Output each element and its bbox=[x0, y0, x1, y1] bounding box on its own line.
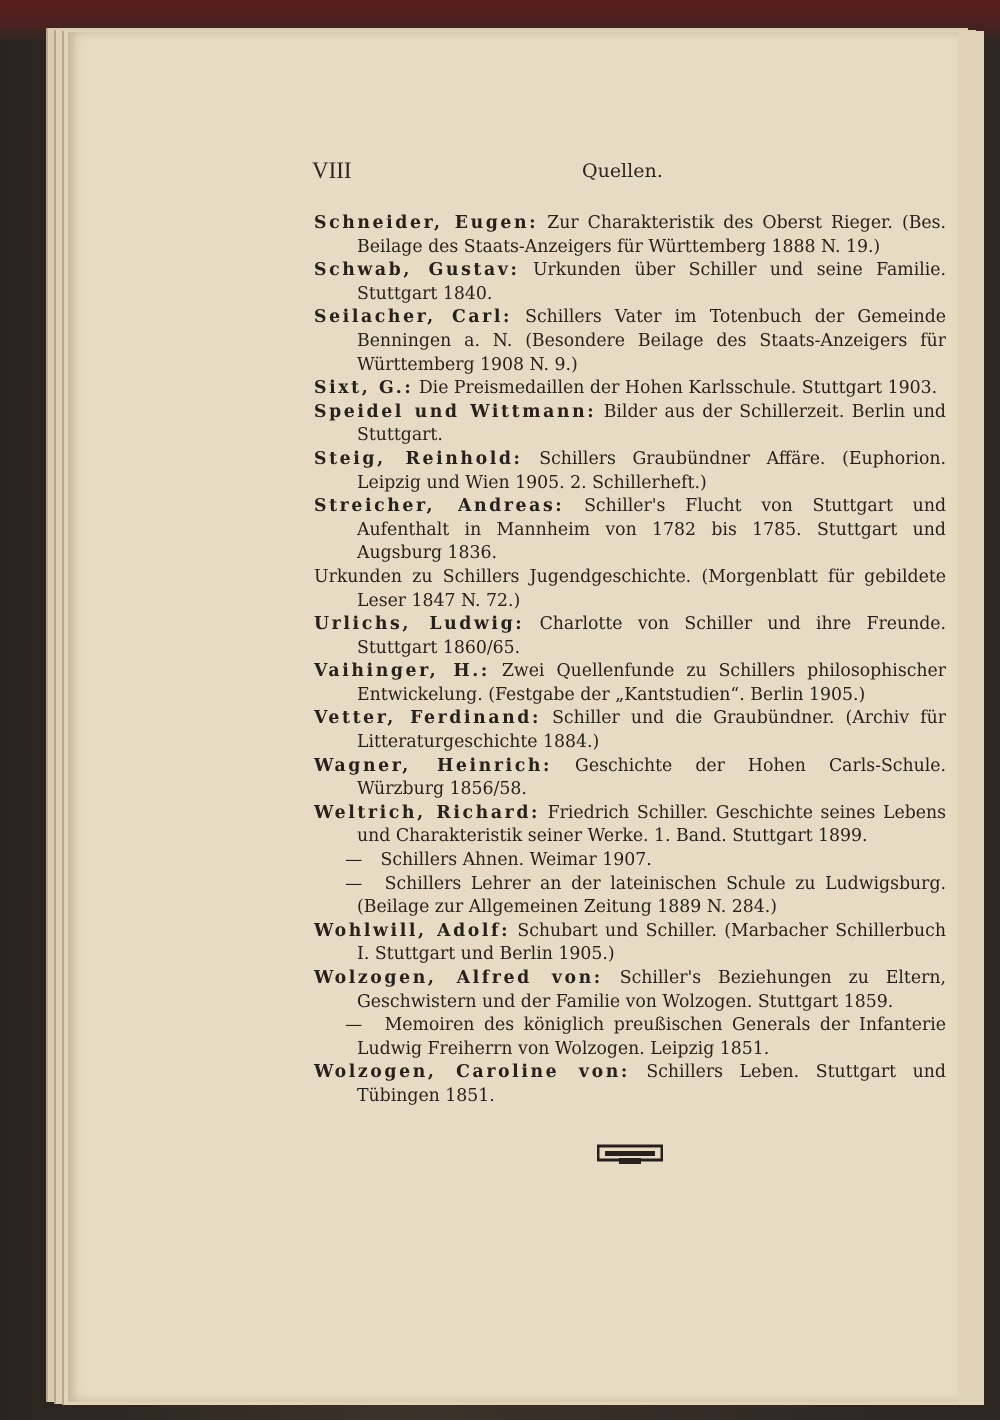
entry-text: Schillers Lehrer an der lateinischen Schule zu Ludwigsburg. (Beilage zur Allgemeinen Zeitung 1889 N. 284.) bbox=[357, 873, 946, 918]
bibliography-entry bbox=[314, 707, 946, 754]
entry-author: Steig, Reinhold: bbox=[314, 448, 523, 469]
entry-text: Charlotte von Schiller und ihre Freunde. Stuttgart 1860/65. bbox=[357, 614, 946, 658]
bibliography-entry bbox=[314, 566, 946, 613]
entry-text: Friedrich Schiller. Geschichte seines Lebens und Charakteristik seiner Werke. 1. Band. Stuttgart 1899. bbox=[357, 802, 946, 847]
entry-author: Urlichs, Ludwig: bbox=[314, 614, 525, 635]
entry-text: Schillers Ahnen. Weimar 1907. bbox=[380, 850, 652, 871]
bibliography-entry bbox=[314, 401, 946, 448]
entry-author: Vaihinger, H.: bbox=[314, 661, 490, 682]
entry-text: Urkunden über Schiller und seine Familie. Stuttgart 1840. bbox=[357, 260, 946, 304]
bibliography-entry bbox=[314, 660, 946, 707]
ditto-dash: — bbox=[345, 873, 363, 894]
entry-text: Schillers Leben. Stuttgart und Tübingen 1851. bbox=[357, 1062, 946, 1106]
entry-text: Schiller's Flucht von Stuttgart und Aufenthalt in Mannheim von 1782 bis 1785. Stuttgart und Augsburg 1836. bbox=[357, 496, 947, 564]
bibliography-entry bbox=[314, 755, 946, 802]
entry-text: Schillers Vater im Totenbuch der Gemeinde Benningen a. N. (Besondere Beilage des Staats-Anzeigers für Württemberg 1908 N. 9.) bbox=[357, 307, 946, 375]
ditto-dash: — bbox=[345, 850, 363, 871]
entry-author: Schneider, Eugen: bbox=[314, 213, 539, 233]
entry-text: Zwei Quellenfunde zu Schillers philosophischer Entwickelung. (Festgabe der „Kantstudien“. Berlin 1905.) bbox=[357, 661, 946, 705]
bibliography-list bbox=[314, 212, 946, 1109]
entry-text: Memoiren des königlich preußischen Generals der Infanterie Ludwig Freiherrn von Wolzogen. Leipzig 1851. bbox=[357, 1015, 946, 1059]
bibliography-entry bbox=[314, 1014, 946, 1061]
entry-author: Vetter, Ferdinand: bbox=[314, 708, 541, 729]
entry-text: Die Preismedaillen der Hohen Karlsschule. Stuttgart 1903. bbox=[418, 378, 938, 399]
ditto-dash: — bbox=[345, 1015, 363, 1036]
bibliography-entry bbox=[314, 802, 946, 849]
entry-text: Schillers Graubündner Affäre. (Euphorion. Leipzig und Wien 1905. 2. Schillerheft.) bbox=[357, 448, 947, 493]
entry-author: Wolzogen, Caroline von: bbox=[314, 1062, 630, 1083]
bibliography-entry bbox=[314, 1061, 946, 1108]
entry-text: Geschichte der Hohen Carls-Schule. Würzburg 1856/58. bbox=[357, 755, 946, 800]
tailpiece-ornament-icon bbox=[597, 1142, 663, 1166]
bibliography-entry bbox=[314, 613, 946, 660]
entry-author: Wolzogen, Alfred von: bbox=[314, 968, 603, 988]
entry-author: Seilacher, Carl: bbox=[314, 307, 513, 328]
entry-author: Wohlwill, Adolf: bbox=[314, 920, 511, 941]
entry-author: Wagner, Heinrich: bbox=[314, 755, 552, 776]
entry-author: Schwab, Gustav: bbox=[314, 260, 520, 281]
bibliography-entry bbox=[314, 849, 946, 873]
entry-text: Schiller und die Graubündner. (Archiv für Litteraturgeschichte 1884.) bbox=[357, 708, 946, 753]
running-title: Quellen. bbox=[582, 160, 663, 182]
entry-text: Schubart und Schiller. (Marbacher Schillerbuch I. Stuttgart und Berlin 1905.) bbox=[357, 920, 946, 965]
bibliography-entry bbox=[314, 873, 946, 920]
bibliography-entry bbox=[314, 259, 946, 306]
entry-author: Streicher, Andreas: bbox=[314, 496, 565, 517]
page-number: VIII bbox=[312, 158, 352, 183]
bibliography-entry bbox=[314, 920, 946, 967]
page-header bbox=[312, 158, 672, 188]
entry-text: Zur Charakteristik des Oberst Rieger. (Bes. Beilage des Staats-Anzeigers für Württemberg 1888 N. 19.) bbox=[357, 213, 946, 257]
bibliography-entry bbox=[314, 377, 946, 401]
bibliography-entry bbox=[314, 306, 946, 377]
entry-author: Weltrich, Richard: bbox=[314, 802, 541, 823]
bibliography-entry bbox=[314, 448, 946, 495]
bibliography-entry bbox=[314, 495, 946, 566]
entry-text: Schiller's Beziehungen zu Eltern, Geschwistern und der Familie von Wolzogen. Stuttgart 1859. bbox=[357, 968, 946, 1012]
entry-author: Speidel und Wittmann: bbox=[314, 401, 597, 422]
bibliography-entry bbox=[314, 967, 946, 1014]
entry-text: Urkunden zu Schillers Jugendgeschichte. (Morgenblatt für gebildete Leser 1847 N. 72.) bbox=[314, 566, 946, 611]
entry-text: Bilder aus der Schillerzeit. Berlin und Stuttgart. bbox=[357, 401, 946, 446]
bibliography-entry bbox=[314, 212, 946, 259]
entry-author: Sixt, G.: bbox=[314, 378, 414, 399]
